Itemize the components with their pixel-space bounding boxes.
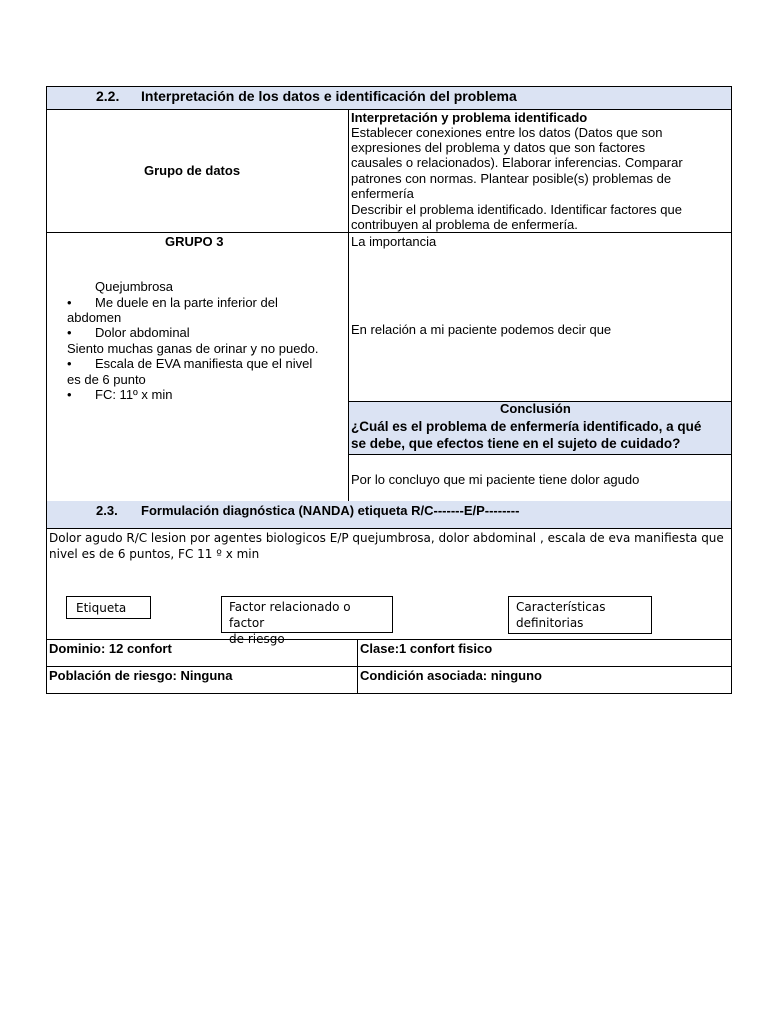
bullet-icon: • [67,387,72,402]
caracteristicas-box [508,596,652,634]
dominio-text: Dominio: 12 confort [49,641,172,656]
group-item: FC: 11º x min [95,387,173,402]
table-right-border [731,86,732,694]
factor-label: de riesgo [229,632,285,646]
bullet-icon: • [67,356,72,371]
interpretation-line: Establecer conexiones entre los datos (Datos que son [351,125,663,140]
interpretation-line: enfermería [351,186,414,201]
group-item: Quejumbrosa [95,279,174,294]
conclusion-title: Conclusión [500,401,571,416]
table-left-border [46,86,47,694]
group-item: Me duele en la parte inferior del [95,295,278,310]
etiqueta-label: Etiqueta [76,601,127,615]
conclusion-question: ¿Cuál es el problema de enfermería identificado, a qué [351,419,702,434]
interpretation-line: patrones con normas. Plantear posible(s) problemas de [351,171,672,186]
group-item: Escala de EVA manifiesta que el nivel [95,356,313,371]
poblacion-text: Población de riesgo: Ninguna [49,668,233,683]
group-item: Dolor abdominal [95,325,190,340]
group-item: Siento muchas ganas de orinar y no puedo. [67,341,319,356]
column-divider [348,109,349,501]
interpretation-line: contribuyen al problema de enfermería. [351,217,578,232]
section23-number: 2.3. [96,503,118,518]
group-title: GRUPO 3 [165,234,224,249]
bullet-icon: • [67,295,72,310]
interpretation-line: Describir el problema identificado. Identificar factores que [351,202,682,217]
table-divider [46,528,732,529]
group-item: abdomen [67,310,122,325]
diagnosis-text: nivel es de 6 puntos, FC 11 º x min [49,547,260,561]
interpretation-line: causales o relacionados). Elaborar inferencias. Comparar [351,155,683,170]
caracteristicas-label: definitorias [516,616,584,630]
diagnosis-text: Dolor agudo R/C lesion por agentes biologicos E/P quejumbrosa, dolor abdominal , escala de eva manifiesta que [49,531,724,545]
section22-title: Interpretación de los datos e identificación del problema [141,88,517,104]
table-bottom-border [46,693,732,694]
factor-relacionado-box [221,596,393,646]
table-divider [46,666,732,667]
clase-text: Clase:1 confort fisico [360,641,493,656]
grupo-de-datos-label: Grupo de datos [144,163,241,178]
interpretation-title: Interpretación y problema identificado [351,110,588,125]
condicion-text: Condición asociada: ninguno [360,668,542,683]
conclusion-question: se debe, que efectos tiene en el sujeto de cuidado? [351,436,681,451]
interpretation-line: expresiones del problema y datos que son factores [351,140,646,155]
relation-text: En relación a mi paciente podemos decir que [351,322,612,337]
etiqueta-box [66,596,151,619]
table-divider [46,639,732,640]
importance-text: La importancia [351,234,437,249]
caracteristicas-label: Características [516,600,606,614]
conclusion-divider [348,454,732,455]
footer-column-divider [357,639,358,694]
group-item: es de 6 punto [67,372,146,387]
factor-label: Factor relacionado o factor [229,600,351,630]
table-top-border [46,86,732,87]
bullet-icon: • [67,325,72,340]
section23-title: Formulación diagnóstica (NANDA) etiqueta R/C-------E/P-------- [141,503,520,518]
conclusion-answer: Por lo concluyo que mi paciente tiene dolor agudo [351,472,640,487]
section22-number: 2.2. [96,88,120,104]
